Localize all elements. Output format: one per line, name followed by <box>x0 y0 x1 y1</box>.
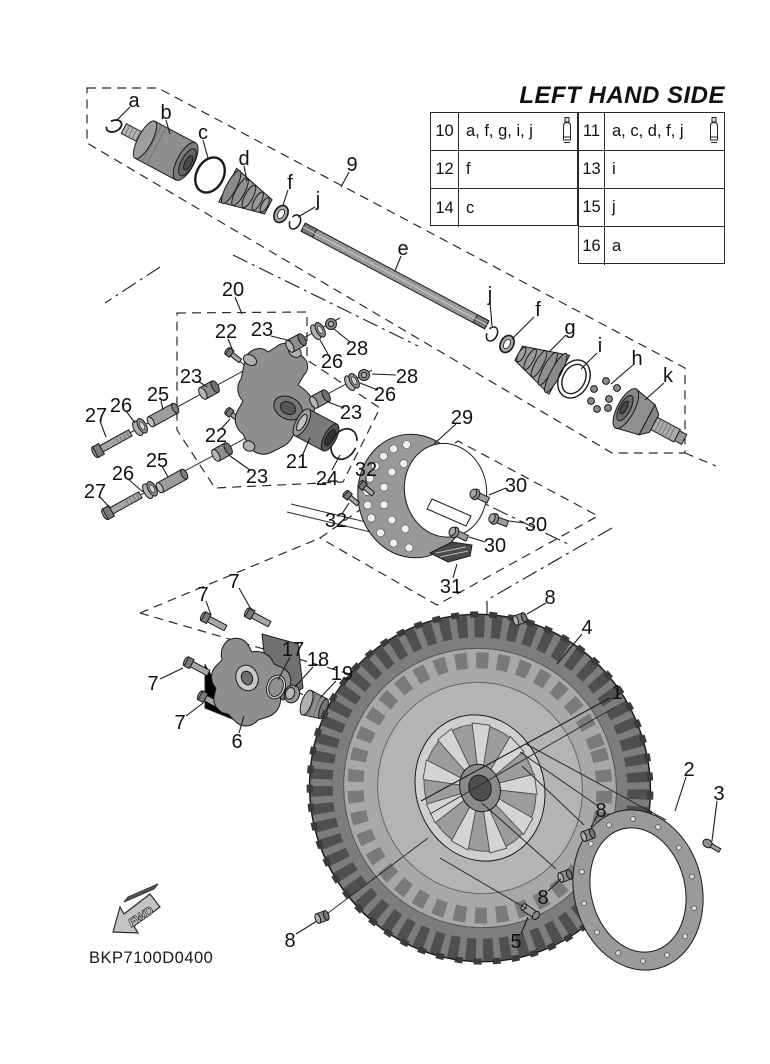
bolt-27 <box>100 490 143 521</box>
ref-number: 14 <box>431 189 459 227</box>
callout-8: 8 <box>284 930 296 952</box>
callout-22: 22 <box>214 321 238 343</box>
table-row <box>579 189 724 227</box>
callout-2: 2 <box>683 759 695 781</box>
callout-21: 21 <box>285 451 309 473</box>
ref-number: 16 <box>579 227 605 265</box>
callout-leader <box>712 801 717 841</box>
sealant-tube-icon <box>707 116 721 146</box>
callout-leader <box>160 668 183 679</box>
guard-hole <box>400 460 408 468</box>
axle-shaft-e <box>301 223 489 329</box>
callout-a: a <box>128 90 140 112</box>
table-row <box>579 227 724 265</box>
callout-8: 8 <box>544 587 556 609</box>
ref-letters: a, f, g, i, j <box>466 122 533 140</box>
callout-26: 26 <box>373 384 397 406</box>
callout-8: 8 <box>595 800 607 822</box>
callout-27: 27 <box>84 405 108 427</box>
guard-hole <box>403 441 411 449</box>
guard-hole <box>364 501 372 509</box>
outer-cv-joint-k <box>608 385 694 459</box>
sealant-tube-icon <box>560 116 574 146</box>
guard-hole <box>388 468 396 476</box>
boot-d <box>218 168 277 224</box>
callout-i: i <box>597 335 603 357</box>
callout-leader <box>186 703 203 716</box>
callout-leader <box>296 921 317 934</box>
callout-20: 20 <box>221 279 245 301</box>
callout-leader <box>645 383 664 400</box>
inner-cv-joint-b <box>114 110 203 184</box>
ref-letters: j <box>612 198 616 216</box>
callout-leader <box>271 336 291 341</box>
bolt-7 <box>243 607 272 629</box>
callout-4: 4 <box>581 617 593 639</box>
callout-7: 7 <box>174 712 186 734</box>
callout-17: 17 <box>281 639 305 661</box>
fwd-label: FWD <box>125 903 157 930</box>
guard-hole <box>401 525 409 533</box>
callout-26: 26 <box>111 463 135 485</box>
ref-letters: c <box>466 198 475 217</box>
callout-30: 30 <box>524 514 548 536</box>
callout-leader <box>549 335 566 352</box>
clip-j2 <box>484 325 500 343</box>
callout-leader <box>239 588 252 611</box>
callout-23: 23 <box>245 466 269 488</box>
callout-7: 7 <box>228 571 240 593</box>
ref-letters: i <box>612 160 616 178</box>
boot-g <box>508 334 570 395</box>
callout-31: 31 <box>439 576 463 598</box>
bolt-27 <box>90 428 133 459</box>
callout-leader <box>675 777 686 811</box>
callout-leader <box>489 488 506 495</box>
callout-22: 22 <box>204 425 228 447</box>
table-row <box>579 151 724 189</box>
callout-30: 30 <box>483 535 507 557</box>
callout-b: b <box>160 102 172 124</box>
callout-8: 8 <box>537 887 549 909</box>
callout-5: 5 <box>510 931 522 953</box>
callout-k: k <box>663 365 673 387</box>
callout-25: 25 <box>145 450 169 472</box>
callout-7: 7 <box>197 584 209 606</box>
callout-25: 25 <box>146 384 170 406</box>
guard-hole <box>367 514 375 522</box>
guard-hole <box>380 501 388 509</box>
callout-24: 24 <box>315 468 339 490</box>
guard-hole <box>376 529 384 537</box>
callout-18: 18 <box>306 649 330 671</box>
ref-number: 15 <box>579 189 605 226</box>
table-row <box>431 189 577 227</box>
callout-27: 27 <box>83 481 107 503</box>
table-row <box>431 113 577 151</box>
callout-leader <box>372 374 396 375</box>
fwd-arrow <box>113 884 160 933</box>
callout-30: 30 <box>504 475 528 497</box>
guard-hole <box>380 483 388 491</box>
callout-j: j <box>487 284 493 306</box>
callout-23: 23 <box>179 366 203 388</box>
callout-32: 32 <box>354 459 378 481</box>
page-title: LEFT HAND SIDE <box>519 82 725 109</box>
callout-1: 1 <box>611 682 623 704</box>
callout-7: 7 <box>147 673 159 695</box>
guard-hole <box>388 516 396 524</box>
callout-h: h <box>631 348 643 370</box>
callout-3: 3 <box>713 783 725 805</box>
guard-hole <box>379 452 387 460</box>
ref-letters: a <box>612 236 622 255</box>
callout-leader <box>298 207 315 217</box>
ref-number: 10 <box>431 113 459 150</box>
ring-f <box>271 203 291 225</box>
washer-26 <box>308 321 327 341</box>
callout-j: j <box>315 189 321 211</box>
callout-f: f <box>535 299 541 321</box>
callout-d: d <box>238 148 250 170</box>
guard-hole <box>390 445 398 453</box>
bolt-7 <box>199 611 228 633</box>
callout-29: 29 <box>450 407 474 429</box>
callout-leader <box>611 365 633 384</box>
cv-balls-h <box>588 378 621 413</box>
table-row <box>579 113 724 151</box>
callout-28: 28 <box>395 366 419 388</box>
callout-23: 23 <box>250 319 274 341</box>
callout-f: f <box>287 172 293 194</box>
callout-32: 32 <box>324 510 348 532</box>
callout-23: 23 <box>339 402 363 424</box>
ref-number: 11 <box>579 113 605 150</box>
callout-26: 26 <box>109 395 133 417</box>
bolt-3 <box>701 838 721 854</box>
callout-6: 6 <box>231 731 243 753</box>
guard-hole <box>405 544 413 552</box>
nut-28 <box>326 319 337 330</box>
callout-9: 9 <box>346 154 358 176</box>
callout-28: 28 <box>345 338 369 360</box>
callout-c: c <box>198 122 208 144</box>
callout-leader <box>512 317 534 339</box>
ref-letters: f <box>466 160 471 178</box>
part-code: BKP7100D0400 <box>89 949 214 967</box>
guard-hole <box>390 539 398 547</box>
ref-letters: a, c, d, f, j <box>612 122 684 140</box>
circlip-a <box>104 118 123 135</box>
callout-leader <box>469 537 485 542</box>
nut-28 <box>359 370 370 381</box>
callout-g: g <box>564 317 576 339</box>
reference-table-2 <box>578 112 725 264</box>
callout-e: e <box>397 238 409 260</box>
callout-leader <box>527 603 546 614</box>
reference-table-1 <box>430 112 578 226</box>
table-row <box>431 151 577 189</box>
ref-number: 13 <box>579 151 605 188</box>
callout-26: 26 <box>320 351 344 373</box>
bolt-22 <box>224 347 243 364</box>
ref-number: 12 <box>431 151 459 188</box>
callout-19: 19 <box>330 663 354 685</box>
